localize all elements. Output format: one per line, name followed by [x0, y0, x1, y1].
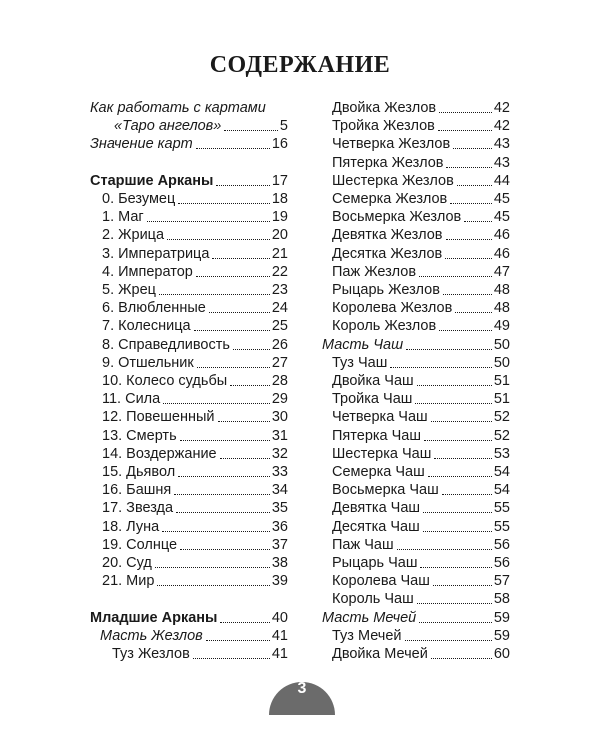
- toc-entry-page: 51: [493, 373, 510, 389]
- dot-leader: [431, 421, 492, 422]
- toc-entry: [90, 627, 288, 645]
- toc-entry-page: 44: [493, 172, 510, 189]
- toc-entry: [322, 554, 510, 572]
- toc-entry-page: 55: [493, 518, 510, 535]
- toc-entry: [90, 208, 288, 226]
- toc-entry-label: Туз Жезлов: [112, 646, 190, 662]
- toc-entry-label: Тройка Чаш: [332, 391, 413, 408]
- toc-entry-page: 50: [493, 336, 510, 353]
- dot-leader: [194, 330, 270, 331]
- toc-entry-label: Король Жезлов: [332, 318, 437, 335]
- toc-entry-page: 56: [493, 555, 510, 571]
- toc-entry: [90, 99, 288, 117]
- toc-entry-label: «Таро ангелов»: [114, 118, 222, 135]
- toc-entry-page: 25: [271, 318, 288, 335]
- toc-entry: [90, 354, 288, 372]
- toc-entry-label: Масть Чаш: [322, 336, 404, 353]
- toc-entry: [322, 263, 510, 281]
- toc-entry-page: 46: [493, 227, 510, 244]
- toc-entry-page: 45: [493, 191, 510, 207]
- dot-leader: [206, 640, 270, 641]
- dot-leader: [415, 403, 492, 404]
- toc-entry: [90, 390, 288, 408]
- toc-entry-label: 19. Солнце: [102, 536, 178, 553]
- toc-entry-page: 52: [493, 409, 510, 426]
- toc-entry-page: 60: [493, 646, 510, 662]
- toc-entry-label: Рыцарь Чаш: [332, 555, 418, 571]
- toc-entry: [90, 408, 288, 426]
- dot-leader: [417, 603, 492, 604]
- dot-leader: [162, 531, 270, 532]
- toc-entry: [90, 135, 288, 153]
- dot-leader: [178, 476, 270, 477]
- toc-entry-page: 22: [271, 263, 288, 280]
- dot-leader: [406, 349, 492, 350]
- dot-leader: [167, 239, 270, 240]
- toc-entry: [90, 572, 288, 590]
- toc-entry-label: Двойка Мечей: [332, 646, 428, 662]
- toc-entry: [90, 481, 288, 499]
- dot-leader: [419, 276, 492, 277]
- dot-leader: [417, 385, 492, 386]
- toc-entry-label: Масть Жезлов: [100, 627, 203, 644]
- toc-entry: [90, 499, 288, 517]
- dot-leader: [220, 458, 270, 459]
- dot-leader: [439, 330, 492, 331]
- toc-entry-label: 13. Смерть: [102, 427, 177, 444]
- toc-entry: [322, 590, 510, 608]
- toc-entry-label: 9. Отшельник: [102, 354, 194, 371]
- toc-entry-label: Туз Мечей: [332, 627, 402, 644]
- toc-entry-label: Двойка Жезлов: [332, 100, 437, 116]
- dot-leader: [390, 367, 492, 368]
- toc-entry: [322, 645, 510, 663]
- toc-entry: [90, 299, 288, 317]
- dot-leader: [445, 258, 492, 259]
- dot-leader: [438, 130, 492, 131]
- toc-entry-page: 20: [271, 227, 288, 244]
- toc-entry: [90, 518, 288, 536]
- toc-entry-label: 4. Император: [102, 263, 193, 280]
- toc-entry: [322, 463, 510, 481]
- toc-entry-label: Паж Жезлов: [332, 263, 417, 280]
- toc-entry-label: Как работать с картами: [90, 100, 266, 116]
- dot-leader: [419, 622, 492, 623]
- toc-entry: [322, 117, 510, 135]
- toc-entry-page: 40: [271, 609, 288, 626]
- toc-entry-page: 23: [271, 282, 288, 298]
- toc-entry-label: Рыцарь Жезлов: [332, 282, 440, 298]
- toc-entry: [322, 408, 510, 426]
- dot-leader: [453, 148, 492, 149]
- toc-entry: [90, 190, 288, 208]
- toc-entry-page: 32: [271, 445, 288, 462]
- dot-leader: [446, 167, 492, 168]
- toc-entry-page: 51: [493, 391, 510, 408]
- toc-entry-label: Значение карт: [90, 136, 193, 153]
- toc-entry-page: 50: [493, 354, 510, 371]
- toc-entry-page: 37: [271, 536, 288, 553]
- toc-entry-label: Семерка Жезлов: [332, 191, 448, 207]
- dot-leader: [212, 258, 270, 259]
- toc-entry: [322, 536, 510, 554]
- toc-entry-page: 39: [271, 573, 288, 590]
- toc-entry-label: Восьмерка Жезлов: [332, 209, 462, 226]
- toc-entry-page: 59: [493, 627, 510, 644]
- toc-entry-label: Семерка Чаш: [332, 464, 425, 480]
- toc-entry-page: 45: [493, 209, 510, 226]
- toc-entry-page: 27: [271, 354, 288, 371]
- dot-leader: [180, 549, 270, 550]
- toc-entry-page: 48: [493, 282, 510, 298]
- toc-entry-page: 43: [493, 154, 510, 171]
- dot-leader: [424, 440, 492, 441]
- toc-entry-page: 36: [271, 518, 288, 535]
- toc-entry: [90, 263, 288, 281]
- toc-entry-page: 24: [271, 300, 288, 317]
- toc-entry: [90, 372, 288, 390]
- dot-leader: [431, 658, 492, 659]
- dot-leader: [230, 385, 270, 386]
- toc-entry: [90, 609, 288, 627]
- toc-entry: [322, 154, 510, 172]
- toc-entry: [90, 281, 288, 299]
- dot-leader: [178, 203, 270, 204]
- dot-leader: [433, 585, 492, 586]
- toc-entry-label: Королева Жезлов: [332, 300, 453, 317]
- toc-entry-label: Четверка Чаш: [332, 409, 428, 426]
- dot-leader: [428, 476, 492, 477]
- toc-entry-page: 52: [493, 427, 510, 444]
- toc-entry-label: Десятка Чаш: [332, 518, 420, 535]
- toc-entry-label: Пятерка Чаш: [332, 427, 421, 444]
- toc-entry-page: 43: [493, 136, 510, 153]
- toc-entry-page: 29: [271, 391, 288, 408]
- dot-leader: [197, 367, 270, 368]
- toc-entry-page: 19: [271, 209, 288, 226]
- toc-entry: [322, 281, 510, 299]
- dot-leader: [423, 531, 492, 532]
- dot-leader: [455, 312, 492, 313]
- dot-leader: [397, 549, 492, 550]
- toc-entry-page: 21: [271, 245, 288, 262]
- toc-entry-label: Королева Чаш: [332, 573, 430, 590]
- toc-entry-label: 18. Луна: [102, 518, 160, 535]
- toc-entry: [322, 372, 510, 390]
- dot-leader: [233, 349, 270, 350]
- toc-entry: [90, 427, 288, 445]
- toc-entry-label: 14. Воздержание: [102, 445, 217, 462]
- toc-entry-label: 1. Маг: [102, 209, 144, 226]
- toc-entry-page: 54: [493, 482, 510, 499]
- toc-entry: [322, 208, 510, 226]
- toc-entry-label: 15. Дьявол: [102, 464, 176, 480]
- toc-entry-label: Шестерка Жезлов: [332, 172, 454, 189]
- toc-entry: [322, 336, 510, 354]
- toc-entry-page: 42: [493, 118, 510, 135]
- toc-entry: [322, 226, 510, 244]
- toc-entry: [90, 317, 288, 335]
- toc-entry-label: Тройка Жезлов: [332, 118, 435, 135]
- toc-entry: [90, 445, 288, 463]
- toc-entry-page: 17: [271, 172, 288, 189]
- toc-entry: [322, 627, 510, 645]
- dot-leader: [157, 585, 270, 586]
- toc-entry: [322, 172, 510, 190]
- toc-entry-label: 16. Башня: [102, 482, 172, 499]
- dot-leader: [446, 239, 492, 240]
- toc-entry-label: 11. Сила: [102, 391, 161, 408]
- dot-leader: [464, 221, 492, 222]
- dot-leader: [423, 512, 492, 513]
- toc-entry: [90, 554, 288, 572]
- toc-entry: [90, 645, 288, 663]
- toc-entry-page: 16: [271, 136, 288, 153]
- toc-entry-label: Четверка Жезлов: [332, 136, 451, 153]
- toc-entry-label: Шестерка Чаш: [332, 445, 432, 462]
- toc-entry-label: 10. Колесо судьбы: [102, 373, 228, 389]
- toc-entry-label: 12. Повешенный: [102, 409, 215, 426]
- toc-entry: [322, 499, 510, 517]
- toc-entry-label: Десятка Жезлов: [332, 245, 443, 262]
- toc-entry-page: 48: [493, 300, 510, 317]
- toc-entry-page: 55: [493, 500, 510, 517]
- toc-entry: [322, 609, 510, 627]
- toc-entry-label: Паж Чаш: [332, 536, 394, 553]
- toc-entry-label: 21. Мир: [102, 573, 155, 590]
- toc-entry-page: 58: [493, 591, 510, 608]
- toc-entry-page: 5: [279, 118, 288, 135]
- toc-entry-label: Масть Мечей: [322, 609, 417, 626]
- toc-entry-label: Восьмерка Чаш: [332, 482, 439, 499]
- toc-entry-page: 49: [493, 318, 510, 335]
- toc-entry: [322, 518, 510, 536]
- toc-entry-page: 42: [493, 100, 510, 116]
- toc-entry-page: 59: [493, 609, 510, 626]
- toc-entry-label: 7. Колесница: [102, 318, 191, 335]
- toc-entry-page: 34: [271, 482, 288, 499]
- toc-entry-label: Младшие Арканы: [90, 609, 218, 626]
- dot-leader: [218, 421, 270, 422]
- toc-entry-label: 5. Жрец: [102, 282, 156, 298]
- toc-entry-page: 54: [493, 464, 510, 480]
- dot-leader: [147, 221, 270, 222]
- toc-entry-label: Король Чаш: [332, 591, 414, 608]
- toc-entry-label: 3. Императрица: [102, 245, 210, 262]
- dot-leader: [163, 403, 270, 404]
- toc-entry: [322, 390, 510, 408]
- dot-leader: [196, 148, 270, 149]
- toc-entry-page: 53: [493, 445, 510, 462]
- dot-leader: [420, 567, 492, 568]
- page-number-badge: [269, 671, 335, 715]
- dot-leader: [450, 203, 492, 204]
- dot-leader: [174, 494, 270, 495]
- toc-entry-page: 41: [271, 627, 288, 644]
- dot-leader: [176, 512, 270, 513]
- toc-entry-page: 35: [271, 500, 288, 517]
- toc-entry-page: 57: [493, 573, 510, 590]
- toc-entry: [322, 135, 510, 153]
- toc-entry: [90, 245, 288, 263]
- toc-entry: [90, 336, 288, 354]
- toc-entry-label: Старшие Арканы: [90, 172, 214, 189]
- toc-entry-label: Туз Чаш: [332, 354, 388, 371]
- toc-entry: [90, 172, 288, 190]
- toc-entry-page: 56: [493, 536, 510, 553]
- dot-leader: [442, 494, 492, 495]
- toc-entry: [322, 317, 510, 335]
- dot-leader: [216, 185, 270, 186]
- toc-entry-page: 41: [271, 646, 288, 662]
- toc-entry-label: Пятерка Жезлов: [332, 154, 444, 171]
- toc-entry: [322, 572, 510, 590]
- dot-leader: [434, 458, 492, 459]
- dot-leader: [159, 294, 270, 295]
- dot-leader: [457, 185, 492, 186]
- toc-entry-label: Девятка Жезлов: [332, 227, 443, 244]
- dot-leader: [155, 567, 270, 568]
- dot-leader: [209, 312, 270, 313]
- toc-entry-page: 26: [271, 336, 288, 353]
- toc-entry: [90, 117, 288, 135]
- toc-entry: [90, 463, 288, 481]
- dot-leader: [193, 658, 270, 659]
- toc-entry: [322, 245, 510, 263]
- toc-entry-label: 17. Звезда: [102, 500, 174, 517]
- toc-entry-page: 28: [271, 373, 288, 389]
- toc-entry: [322, 427, 510, 445]
- toc-entry-page: 38: [271, 555, 288, 571]
- toc-entry-label: 20. Суд: [102, 555, 152, 571]
- dot-leader: [405, 640, 492, 641]
- dot-leader: [443, 294, 492, 295]
- toc-entry: [90, 226, 288, 244]
- toc-entry-page: 33: [271, 464, 288, 480]
- dot-leader: [439, 112, 492, 113]
- toc-entry-label: 6. Влюбленные: [102, 300, 206, 317]
- page-title: СОДЕРЖАНИЕ: [209, 52, 391, 78]
- toc-entry-page: 31: [271, 427, 288, 444]
- toc-entry: [322, 445, 510, 463]
- toc-entry-label: 2. Жрица: [102, 227, 165, 244]
- toc-entry-page: 30: [271, 409, 288, 426]
- dot-leader: [180, 440, 270, 441]
- toc-entry: [322, 190, 510, 208]
- toc-entry-page: 18: [271, 191, 288, 207]
- toc-entry-label: Двойка Чаш: [332, 373, 414, 389]
- toc-entry: [90, 536, 288, 554]
- toc-entry-label: 8. Справедливость: [102, 336, 230, 353]
- dot-leader: [224, 130, 278, 131]
- toc-entry-page: 47: [493, 263, 510, 280]
- toc-entry-label: Девятка Чаш: [332, 500, 421, 517]
- dot-leader: [220, 622, 270, 623]
- dot-leader: [196, 276, 270, 277]
- page-number: 3: [297, 680, 307, 697]
- toc-entry-page: 46: [493, 245, 510, 262]
- toc-entry: [322, 99, 510, 117]
- toc-entry: [322, 481, 510, 499]
- toc-entry: [322, 299, 510, 317]
- toc-entry-label: 0. Безумец: [102, 191, 176, 207]
- toc-entry: [322, 354, 510, 372]
